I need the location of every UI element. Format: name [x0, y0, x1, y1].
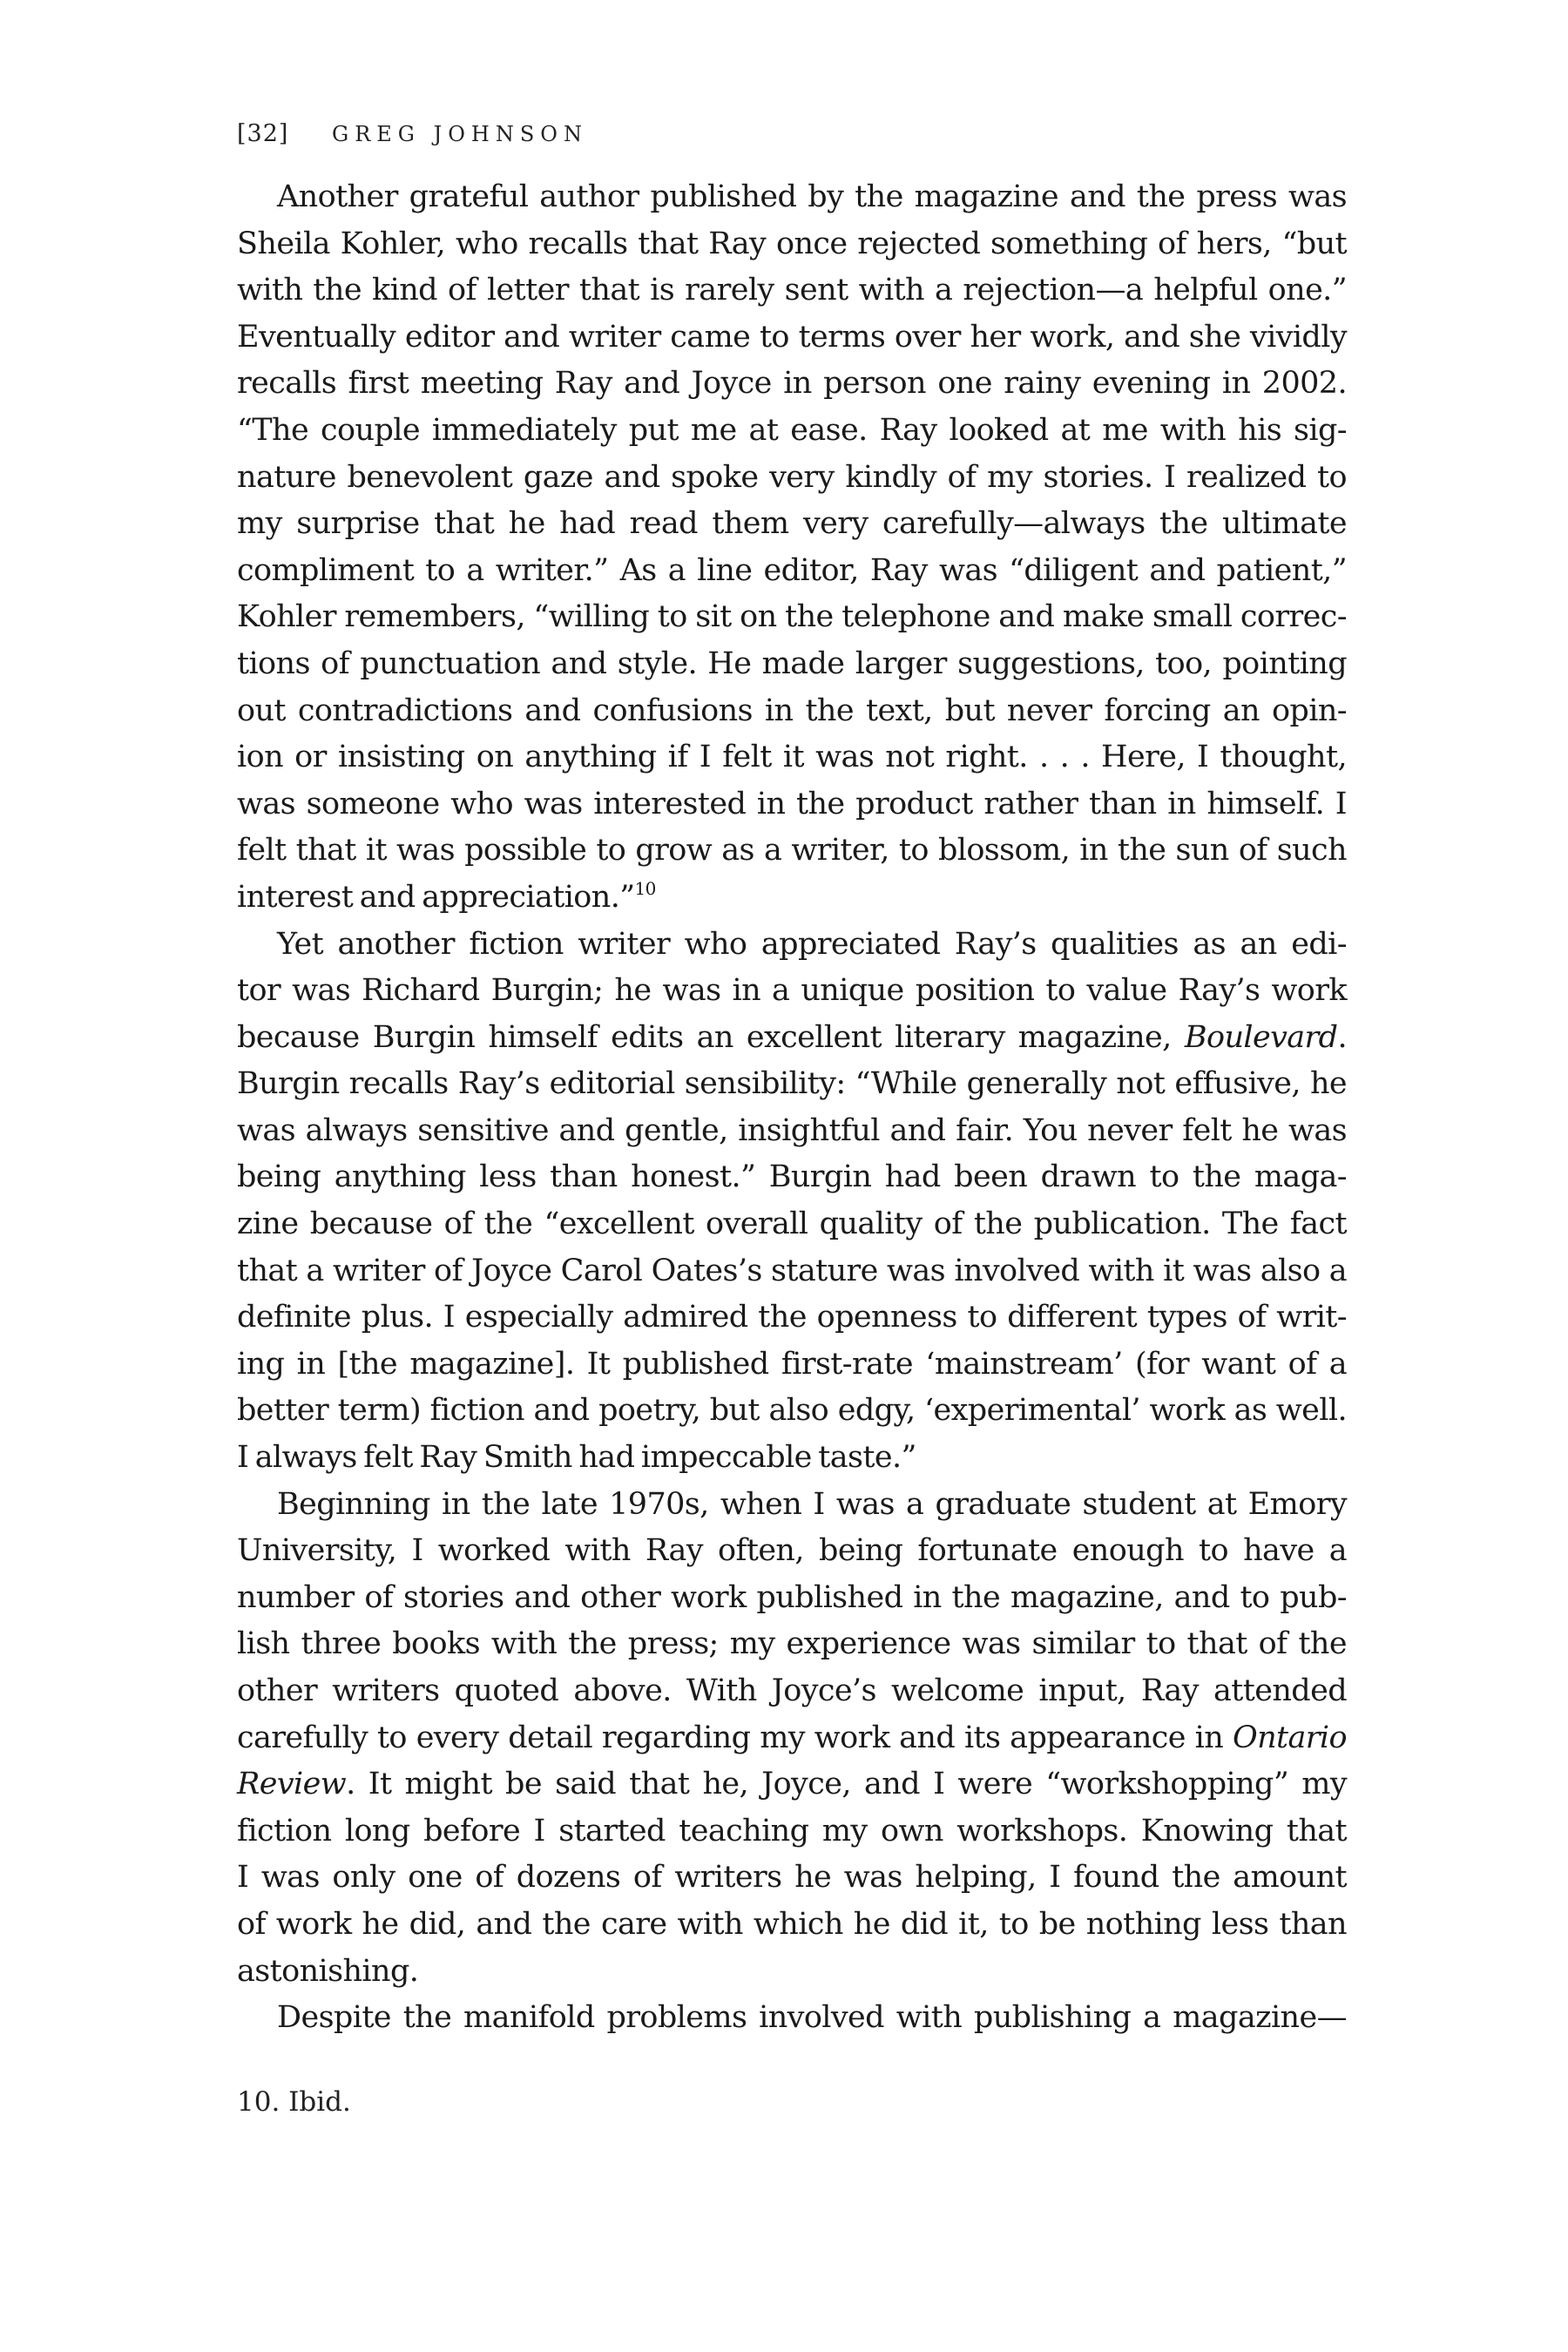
text-line	[237, 875, 1347, 922]
text-line: with the kind of letter that is rarely sent with a rejection—a helpful one.”	[237, 273, 1347, 308]
text-line: ing in [the magazine]. It published first-rate ‘mainstream’ (for want of a	[237, 1346, 1347, 1382]
line-text: . It might be said that he, Joyce, and I were “workshopping” my	[346, 1767, 1347, 1802]
footnote: 10. Ibid.	[237, 2086, 351, 2118]
text-line: tions of punctuation and style. He made larger suggestions, too, pointing	[237, 645, 1347, 681]
text-line	[237, 1015, 1347, 1062]
text-line: astonishing.	[237, 1953, 419, 1989]
magazine-title: Review	[237, 1767, 347, 1802]
text-line: tor was Richard Burgin; he was in a unique position to value Ray’s work	[237, 973, 1347, 1009]
text-line: number of stories and other work published in the magazine, and to pub-	[237, 1579, 1347, 1615]
text-line: “The couple immediately put me at ease. Ray looked at me with his sig-	[237, 412, 1347, 448]
text-line: being anything less than honest.” Burgin had been drawn to the maga-	[237, 1159, 1347, 1195]
text-line: I was only one of dozens of writers he was helping, I found the amount	[237, 1860, 1347, 1896]
text-line: nature benevolent gaze and spoke very kindly of my stories. I realized to	[237, 459, 1347, 495]
text-line: other writers quoted above. With Joyce’s welcome input, Ray attended	[237, 1673, 1347, 1708]
text-line: recalls first meeting Ray and Joyce in person one rainy evening in 2002.	[237, 366, 1347, 402]
text-line: Eventually editor and writer came to terms over her work, and she vividly	[237, 319, 1347, 355]
text-line: of work he did, and the care with which he did it, to be nothing less than	[237, 1906, 1347, 1942]
magazine-title: Ontario	[1233, 1720, 1347, 1755]
line-text: .	[1337, 1019, 1348, 1055]
text-line: I always felt Ray Smith had impeccable taste.”	[237, 1440, 916, 1476]
text-line: felt that it was possible to grow as a writer, to blossom, in the sun of such	[237, 833, 1347, 868]
body-text	[237, 174, 1347, 2042]
running-head	[237, 120, 588, 147]
text-line: Yet another fiction writer who appreciated Ray’s qualities as an edi-	[277, 926, 1347, 962]
line-text: because Burgin himself edits an excellent literary magazine,	[237, 1019, 1172, 1055]
text-line	[237, 1761, 1347, 1808]
text-line: Despite the manifold problems involved with publishing a magazine—	[277, 2000, 1347, 2036]
text-line: Sheila Kohler, who recalls that Ray once rejected something of hers, “but	[237, 226, 1347, 261]
magazine-title: Boulevard	[1184, 1019, 1338, 1055]
paragraph-4	[237, 1995, 1347, 2042]
text-line: Burgin recalls Ray’s editorial sensibility: “While generally not effusive, he	[237, 1066, 1347, 1102]
paragraph-2	[237, 922, 1347, 1482]
text-line: Another grateful author published by the magazine and the press was	[277, 179, 1347, 214]
text-line: out contradictions and confusions in the text, but never forcing an opin-	[237, 693, 1347, 728]
text-line: University, I worked with Ray often, being fortunate enough to have a	[237, 1533, 1347, 1569]
text-line: was always sensitive and gentle, insightful and fair. You never felt he was	[237, 1112, 1347, 1148]
text-line: lish three books with the press; my experience was similar to that of the	[237, 1626, 1347, 1662]
paragraph-3	[237, 1482, 1347, 1996]
text-line: compliment to a writer.” As a line editor, Ray was “diligent and patient,”	[237, 552, 1347, 588]
text-line: better term) fiction and poetry, but also edgy, ‘experimental’ work as well.	[237, 1393, 1347, 1429]
text-line: that a writer of Joyce Carol Oates’s stature was involved with it was also a	[237, 1253, 1347, 1288]
line-text: carefully to every detail regarding my work and its appearance in	[237, 1720, 1224, 1755]
text-line: was someone who was interested in the product rather than in himself. I	[237, 786, 1347, 821]
text-line: zine because of the “excellent overall quality of the publication. The fact	[237, 1206, 1347, 1242]
text-line: ion or insisting on anything if I felt it was not right. . . . Here, I thought,	[237, 740, 1347, 775]
text-line: my surprise that he had read them very carefully—always the ultimate	[237, 506, 1347, 542]
footnote-reference[interactable]: 10	[634, 877, 656, 899]
text-line: definite plus. I especially admired the openness to different types of writ-	[237, 1300, 1347, 1335]
text-line	[237, 1715, 1347, 1762]
text-line: Beginning in the late 1970s, when I was a graduate student at Emory	[277, 1486, 1347, 1522]
line-text: interest and appreciation.”	[237, 879, 635, 915]
text-line: Kohler remembers, “willing to sit on the telephone and make small correc-	[237, 599, 1347, 635]
text-line: fiction long before I started teaching my own workshops. Knowing that	[237, 1813, 1347, 1848]
paragraph-1	[237, 174, 1347, 922]
page-number: [32]	[237, 120, 289, 147]
author-name: GREG JOHNSON	[332, 122, 588, 146]
